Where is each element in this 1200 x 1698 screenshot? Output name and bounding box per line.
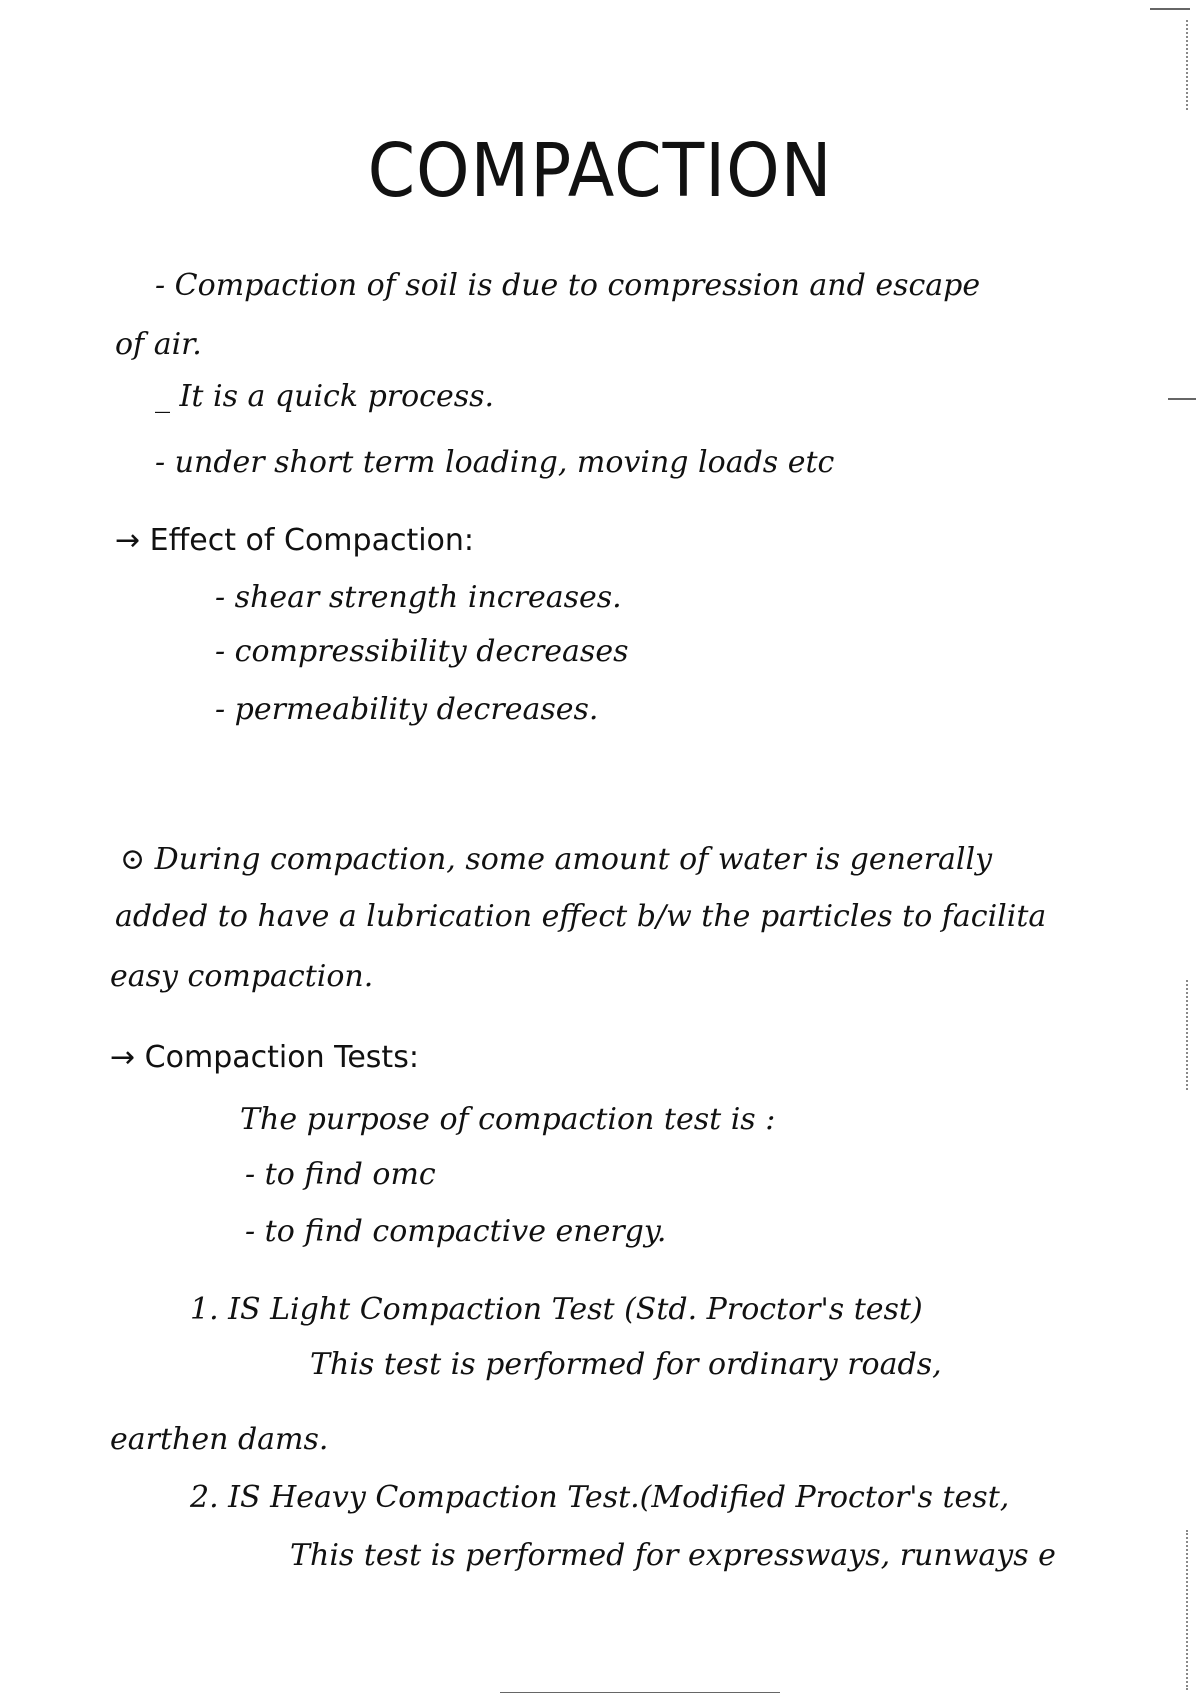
effect-item-2: - compressibility decreases <box>215 634 629 669</box>
scan-mark-bottom <box>500 1692 780 1693</box>
test-1-title: 1. IS Light Compaction Test (Std. Proctor's test) <box>190 1292 923 1327</box>
tests-purpose: The purpose of compaction test is : <box>240 1102 776 1137</box>
note-line-3: easy compaction. <box>110 959 374 994</box>
intro-line-2: of air. <box>115 327 202 362</box>
note-line-1: ⊙ During compaction, some amount of water is generally <box>120 842 993 877</box>
effect-item-1: - shear strength increases. <box>215 580 622 615</box>
scan-mark-right <box>1168 398 1196 400</box>
tests-heading: → Compaction Tests: <box>110 1040 419 1075</box>
tests-purpose-1: - to find omc <box>245 1157 436 1192</box>
intro-line-1: - Compaction of soil is due to compression and escape <box>155 268 981 303</box>
scan-mark-top <box>1150 8 1190 10</box>
effects-heading: → Effect of Compaction: <box>115 523 475 558</box>
test-1-line-2: earthen dams. <box>110 1422 329 1457</box>
tests-purpose-2: - to find compactive energy. <box>245 1214 667 1249</box>
scan-dots-right-mid <box>1186 980 1188 1090</box>
intro-line-4: - under short term loading, moving loads etc <box>155 445 835 480</box>
note-line-2: added to have a lubrication effect b/w the particles to facilita <box>115 899 1047 934</box>
effect-item-3: - permeability decreases. <box>215 692 599 727</box>
test-1-line-1: This test is performed for ordinary roads, <box>310 1347 942 1382</box>
test-2-line-1: This test is performed for expressways, runways e <box>290 1538 1056 1573</box>
page-title: COMPACTION <box>367 128 833 214</box>
scan-dots-right-top <box>1186 20 1188 110</box>
scan-dots-right-bottom <box>1186 1530 1188 1690</box>
test-2-title: 2. IS Heavy Compaction Test.(Modified Proctor's test, <box>190 1480 1010 1515</box>
intro-line-3: _ It is a quick process. <box>155 379 495 414</box>
